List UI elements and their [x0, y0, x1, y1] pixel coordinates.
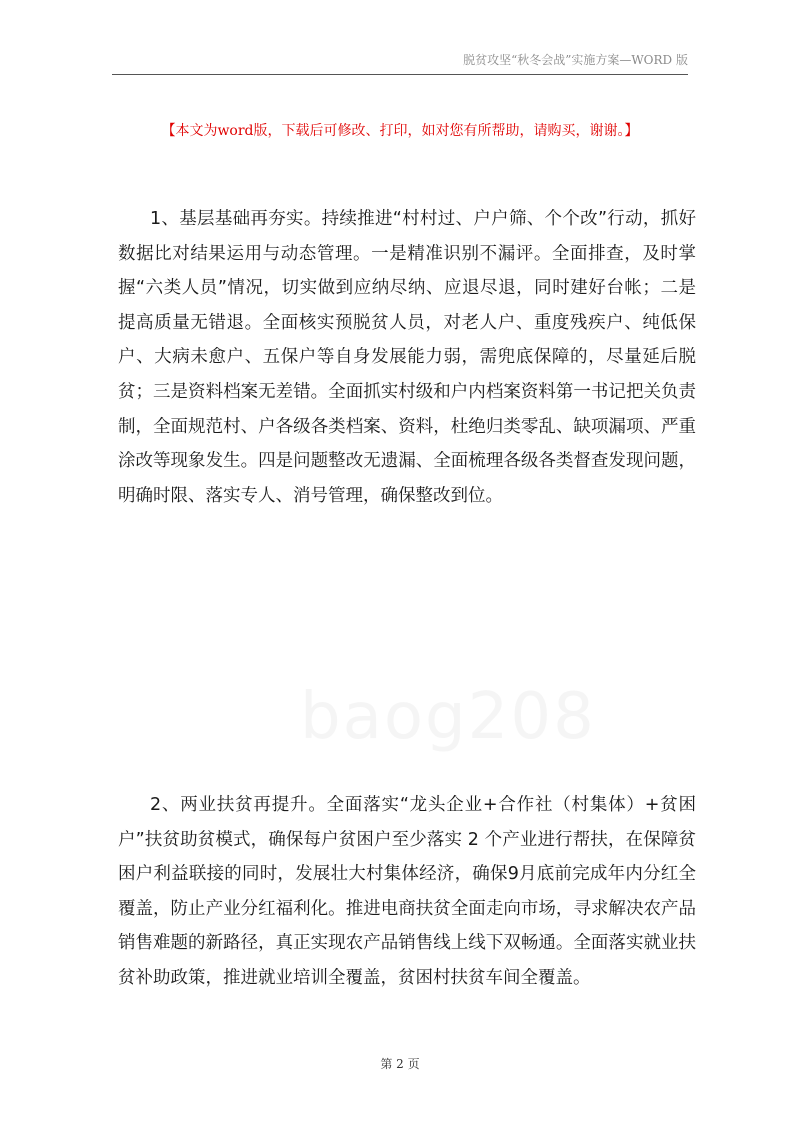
header-divider — [112, 74, 688, 75]
watermark: baog208 — [300, 680, 596, 754]
page-number: 第 2 页 — [380, 1057, 420, 1071]
running-header: 脱贫攻坚“秋冬会战”实施方案—WORD 版 — [463, 53, 688, 67]
paragraph-2: 2、两业扶贫再提升。全面落实“龙头企业+合作社（村集体）+贫困户”扶贫助贫模式，确保每户贫困户至少落实 2 个产业进行帮扶，在保障贫困户利益联接的同时，发展壮大村集体经济，确保9月底前完成年内分红全覆盖，防止产业分红福利化。推进电商扶贫全面走向市场，寻求解决农产品销售难题的新路径，真正实现农产品销售线上线下双畅通。全面落实就业扶贫补助政策，推进就业培训全覆盖，贫困村扶贫车间全覆盖。 — [118, 795, 696, 988]
paragraph-1: 1、基层基础再夯实。持续推进“村村过、户户筛、个个改”行动，抓好数据比对结果运用与动态管理。一是精准识别不漏评。全面排查，及时掌握“六类人员”情况，切实做到应纳尽纳、应退尽退，同时建好台帐；二是提高质量无错退。全面核实预脱贫人员，对老人户、重度残疾户、纯低保户、大病未愈户、五保户等自身发展能力弱，需兜底保障的，尽量延后脱贫；三是资料档案无差错。全面抓实村级和户内档案资料第一书记把关负责制，全面规范村、户各级各类档案、资料，杜绝归类零乱、缺项漏项、严重涂改等现象发生。四是问题整改无遗漏、全面梳理各级各类督查发现问题，明确时限、落实专人、消号管理，确保整改到位。 — [118, 209, 696, 506]
purchase-notice: 【本文为word版，下载后可修改、打印，如对您有所帮助，请购买，谢谢。】 — [161, 123, 639, 139]
